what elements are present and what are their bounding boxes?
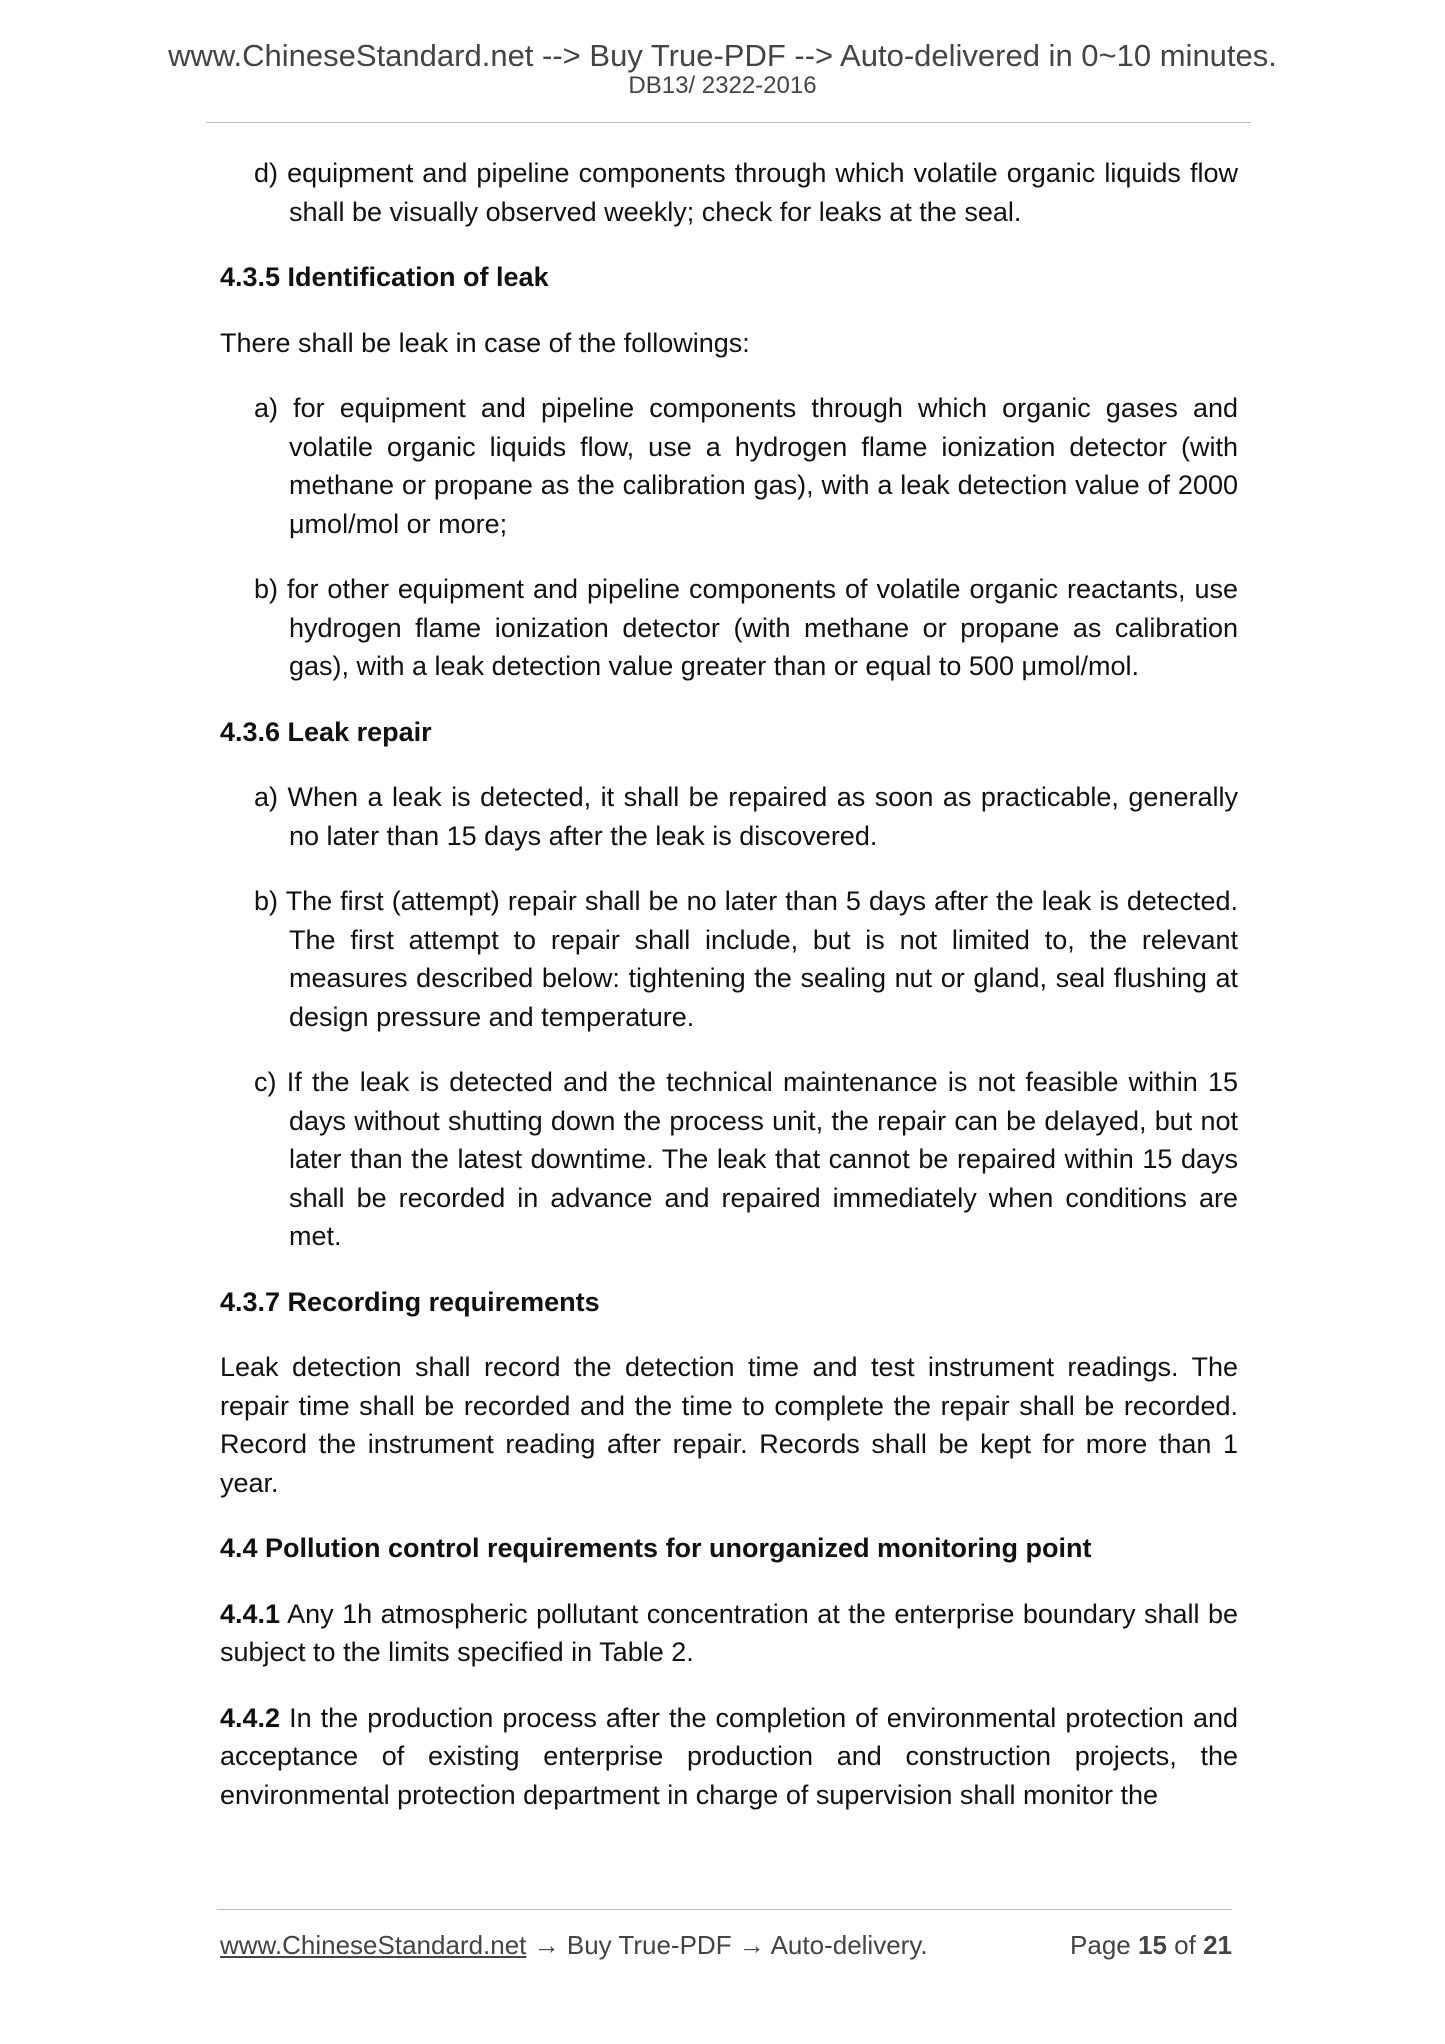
list-marker: a) [254,393,279,423]
list-text: equipment and pipeline components through which volatile organic liquids flow shall be visually observed weekly; check for leaks at the seal. [287,158,1238,227]
list-marker: c) [254,1067,277,1097]
list-item [220,389,1238,543]
paragraph [220,1699,1238,1815]
header-divider [206,122,1251,123]
list-marker: d) [254,158,279,188]
section-heading-4-3-6: 4.3.6 Leak repair [220,716,432,747]
top-banner: www.ChineseStandard.net --> Buy True-PDF --> Auto-delivered in 0~10 minutes. [168,38,1277,73]
list-item [220,570,1238,686]
page-total: 21 [1203,1930,1232,1960]
clause-text: Any 1h atmospheric pollutant concentration at the enterprise boundary shall be subject to the limits specified in Table 2. [220,1598,1238,1667]
page-label: Page [1070,1930,1131,1960]
list-item-d [220,154,1238,231]
list-item [220,882,1238,1036]
list-item [220,1063,1238,1256]
footer-promo-text: → Buy True-PDF → Auto-delivery. [533,1930,928,1960]
page-number: 15 [1138,1930,1167,1960]
section-heading-4-3-5: 4.3.5 Identification of leak [220,262,549,292]
footer-site-link[interactable]: www.ChineseStandard.net [220,1930,527,1960]
paragraph [220,1595,1238,1672]
page-content [220,154,1238,1814]
page-footer [220,1925,1232,1965]
list-text: When a leak is detected, it shall be repaired as soon as practicable, generally no later than 15 days after the leak is discovered. [287,782,1238,851]
list-marker: b) [254,574,279,604]
section-heading-4-3-7: 4.3.7 Recording requirements [220,1286,600,1317]
section-heading-4-4: 4.4 Pollution control requirements for unorganized monitoring point [220,1533,1092,1563]
list-marker: a) [254,782,279,812]
list-text: for equipment and pipeline components through which organic gases and volatile organic liquids flow, use a hydrogen flame ionization detector (with methane or propane as the calibration gas), with a leak detection value of 2000 μmol/mol or more; [289,393,1238,539]
list-text: The first (attempt) repair shall be no later than 5 days after the leak is detected. The first attempt to repair shall include, but is not limited to, the relevant measures described below: tightening the sealing nut or gland, seal flushing at design pressure and temperature. [285,886,1238,1032]
footer-divider [217,1909,1232,1910]
list-marker: b) [254,886,279,916]
clause-text: In the production process after the completion of environmental protection and acceptance of existing enterprise production and construction projects, the environmental protection department in charge of supervision shall monitor the [220,1702,1238,1810]
footer-left [220,1925,928,1965]
clause-number: 4.4.2 [220,1702,281,1733]
list-item [220,778,1238,855]
document-id: DB13/ 2322-2016 [628,72,817,99]
of-label: of [1174,1930,1196,1960]
list-text: for other equipment and pipeline components of volatile organic reactants, use hydrogen flame ionization detector (with methane or propane as calibration gas), with a leak detection value greater than or equal to 500 μmol/mol. [286,574,1238,681]
paragraph: Leak detection shall record the detection time and test instrument readings. The repair time shall be recorded and the time to complete the repair shall be recorded. Record the instrument reading after repair. Records shall be kept for more than 1 year. [220,1352,1238,1498]
section-intro: There shall be leak in case of the followings: [220,327,750,358]
clause-number: 4.4.1 [220,1598,281,1629]
page-indicator [1070,1925,1232,1965]
list-text: If the leak is detected and the technical maintenance is not feasible within 15 days without shutting down the process unit, the repair can be delayed, but not later than the latest downtime. The leak that cannot be repaired within 15 days shall be recorded in advance and repaired immediately when conditions are met. [286,1067,1238,1251]
